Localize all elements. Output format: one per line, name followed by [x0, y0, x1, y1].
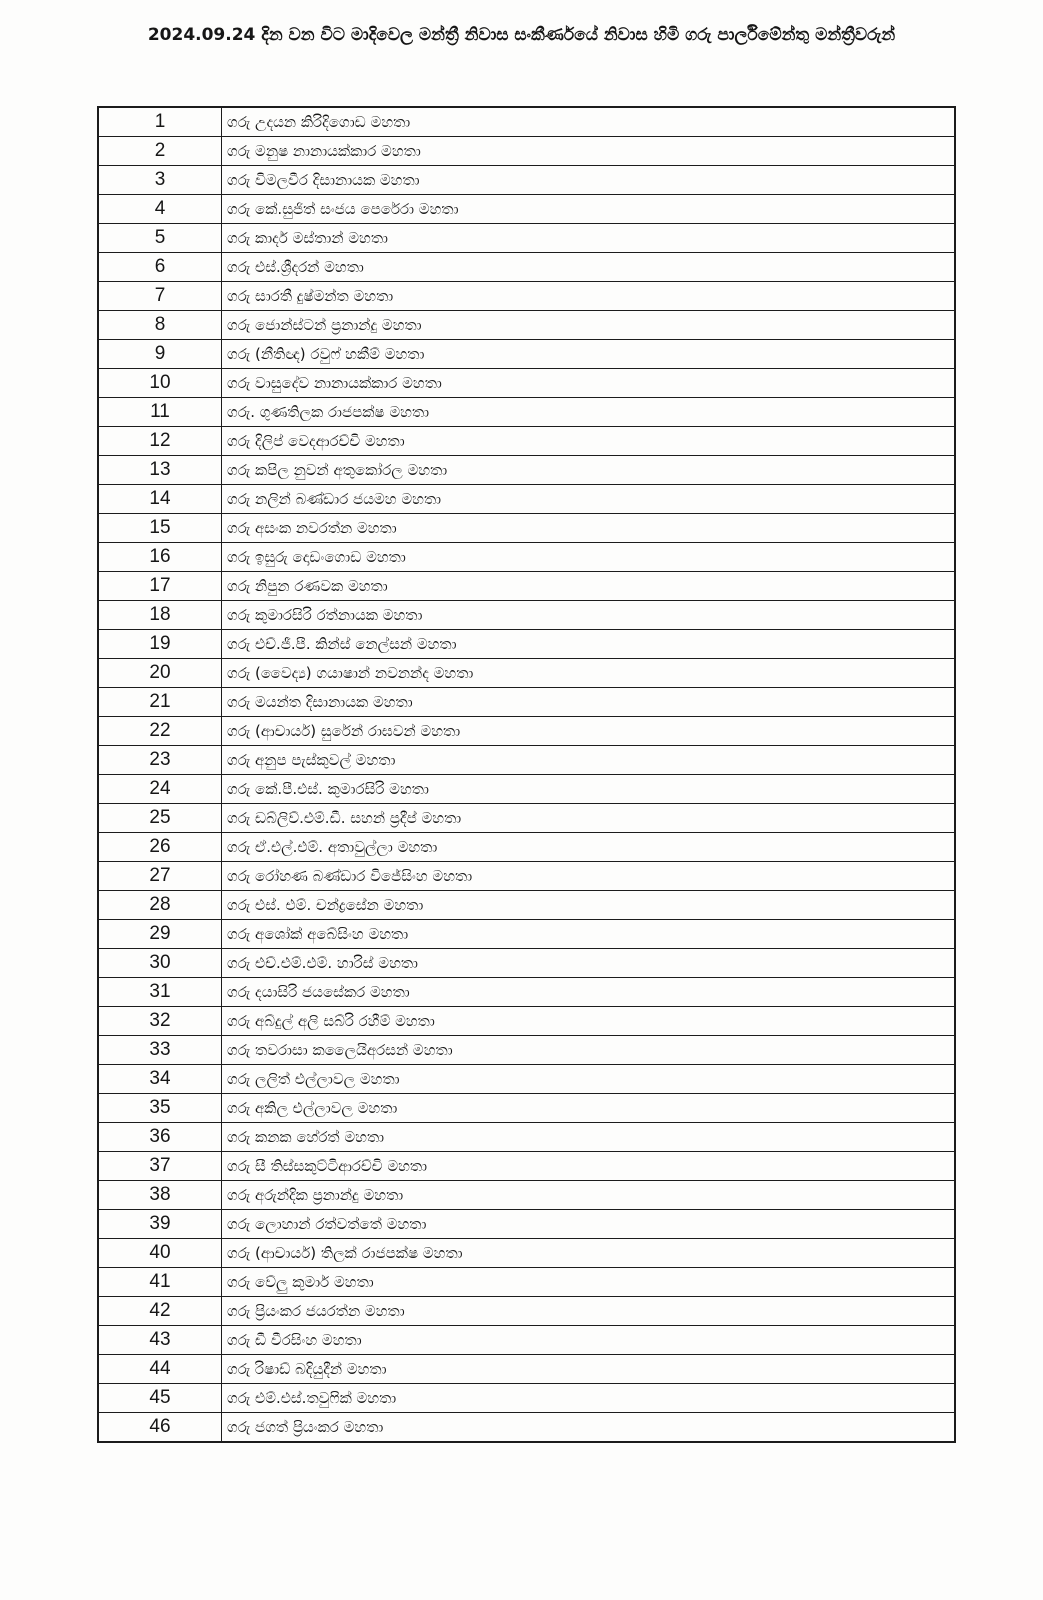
table-row	[98, 398, 955, 427]
table-row	[98, 978, 955, 1007]
table-row	[98, 920, 955, 949]
member-name: ගරු දයාසිරි ජයසේකර මහතා	[222, 978, 956, 1007]
table-row	[98, 543, 955, 572]
table-row	[98, 224, 955, 253]
member-name: ගරු අසංක නවරත්න මහතා	[222, 514, 956, 543]
row-number: 5	[98, 224, 222, 253]
row-number: 3	[98, 166, 222, 195]
member-name: ගරු අකිල එල්ලාවල මහතා	[222, 1094, 956, 1123]
row-number: 21	[98, 688, 222, 717]
member-name: ගරු රෝහණ බණ්ඩාර විජේසිංහ මහතා	[222, 862, 956, 891]
row-number: 17	[98, 572, 222, 601]
member-name: ගරු එච්.ජී.පී. කින්ස් නෙල්සන් මහතා	[222, 630, 956, 659]
table-row	[98, 572, 955, 601]
table-row	[98, 340, 955, 369]
table-row	[98, 862, 955, 891]
member-name: ගරු මනුෂ නානායක්කාර මහතා	[222, 137, 956, 166]
table-row	[98, 833, 955, 862]
table-row	[98, 485, 955, 514]
row-number: 18	[98, 601, 222, 630]
row-number: 44	[98, 1355, 222, 1384]
member-name: ගරු අශෝක් අබේසිංහ මහතා	[222, 920, 956, 949]
row-number: 27	[98, 862, 222, 891]
row-number: 45	[98, 1384, 222, 1413]
page-title: 2024.09.24 දින වන විට මාදිවෙල මන්ත්‍රී නිවාස සංකීර්ණයේ නිවාස හිමි ගරු පාර්ලිමේන්තු මන්ත්‍රීවරුන්	[147, 25, 896, 45]
row-number: 38	[98, 1181, 222, 1210]
member-name: ගරු ඩී වීරසිංහ මහතා	[222, 1326, 956, 1355]
row-number: 1	[98, 107, 222, 137]
table-row	[98, 949, 955, 978]
row-number: 31	[98, 978, 222, 1007]
table-row	[98, 891, 955, 920]
member-name: ගරු උදයන කිරිදිගොඩ මහතා	[222, 107, 956, 137]
table-row	[98, 1007, 955, 1036]
table-row	[98, 1268, 955, 1297]
member-name: ගරු (නීතිඥ) රවුෆ් හකීම් මහතා	[222, 340, 956, 369]
table-row	[98, 282, 955, 311]
table-row	[98, 746, 955, 775]
row-number: 46	[98, 1413, 222, 1443]
row-number: 32	[98, 1007, 222, 1036]
member-name: ගරු ලලිත් එල්ලාවල මහතා	[222, 1065, 956, 1094]
row-number: 35	[98, 1094, 222, 1123]
table-row	[98, 1239, 955, 1268]
row-number: 9	[98, 340, 222, 369]
member-name: ගරු කාදර් මස්තාන් මහතා	[222, 224, 956, 253]
table-row	[98, 1152, 955, 1181]
row-number: 7	[98, 282, 222, 311]
member-name: ගරු කුමාරසිරි රත්නායක මහතා	[222, 601, 956, 630]
member-name: ගරු සාරතී දුෂ්මන්ත මහතා	[222, 282, 956, 311]
row-number: 39	[98, 1210, 222, 1239]
row-number: 13	[98, 456, 222, 485]
row-number: 2	[98, 137, 222, 166]
member-name: ගරු කේ.සුජිත් සංජය පෙරේරා මහතා	[222, 195, 956, 224]
member-name: ගරු ලොහාන් රත්වත්තේ මහතා	[222, 1210, 956, 1239]
member-name: ගරු (ආචාර්ය) තිලක් රාජපක්ෂ මහතා	[222, 1239, 956, 1268]
row-number: 14	[98, 485, 222, 514]
table-row	[98, 311, 955, 340]
member-name: ගරු මයන්ත දිසානායක මහතා	[222, 688, 956, 717]
row-number: 15	[98, 514, 222, 543]
row-number: 6	[98, 253, 222, 282]
table-row	[98, 775, 955, 804]
table-row	[98, 601, 955, 630]
table-row	[98, 107, 955, 137]
table-row	[98, 1210, 955, 1239]
row-number: 8	[98, 311, 222, 340]
table-row	[98, 659, 955, 688]
row-number: 36	[98, 1123, 222, 1152]
table-row	[98, 804, 955, 833]
row-number: 25	[98, 804, 222, 833]
row-number: 40	[98, 1239, 222, 1268]
table-row	[98, 137, 955, 166]
row-number: 29	[98, 920, 222, 949]
member-name: ගරු ප්‍රියංකර ජයරත්න මහතා	[222, 1297, 956, 1326]
row-number: 33	[98, 1036, 222, 1065]
table-row	[98, 1123, 955, 1152]
member-name: ගරු කපිල නුවන් අතුකෝරල මහතා	[222, 456, 956, 485]
table-row	[98, 166, 955, 195]
member-name: ගරු නලින් බණ්ඩාර ජයමහ මහතා	[222, 485, 956, 514]
table-row	[98, 253, 955, 282]
member-name: ගරු දිලිප් වෙදආරච්චි මහතා	[222, 427, 956, 456]
table-row	[98, 1181, 955, 1210]
member-name: ගරු එස්. එම්. චන්ද්‍රසේන මහතා	[222, 891, 956, 920]
row-number: 22	[98, 717, 222, 746]
row-number: 37	[98, 1152, 222, 1181]
table-row	[98, 369, 955, 398]
row-number: 43	[98, 1326, 222, 1355]
table-row	[98, 1384, 955, 1413]
member-name: ගරු ඉසුරු දොඩංගොඩ මහතා	[222, 543, 956, 572]
member-name: ගරු කේ.පී.එස්. කුමාරසිරි මහතා	[222, 775, 956, 804]
member-name: ගරු සී තිස්සකුට්ටිආරච්චි මහතා	[222, 1152, 956, 1181]
table-row	[98, 688, 955, 717]
member-name: ගරු අරුන්දික ප්‍රනාන්දු මහතා	[222, 1181, 956, 1210]
row-number: 30	[98, 949, 222, 978]
table-row	[98, 1065, 955, 1094]
member-name: ගරු එම්.එස්.තවුෆික් මහතා	[222, 1384, 956, 1413]
row-number: 16	[98, 543, 222, 572]
member-name: ගරු එච්.එම්.එම්. හාරිස් මහතා	[222, 949, 956, 978]
table-row	[98, 717, 955, 746]
row-number: 19	[98, 630, 222, 659]
member-name: ගරු නිපුන රණවක මහතා	[222, 572, 956, 601]
row-number: 11	[98, 398, 222, 427]
row-number: 24	[98, 775, 222, 804]
row-number: 34	[98, 1065, 222, 1094]
table-row	[98, 1036, 955, 1065]
member-name: ගරු ජොන්ස්ටන් ප්‍රනාන්දු මහතා	[222, 311, 956, 340]
member-name: ගරු කනක හේරත් මහතා	[222, 1123, 956, 1152]
member-name: ගරු විමලවීර දිසානායක මහතා	[222, 166, 956, 195]
table-row	[98, 1297, 955, 1326]
row-number: 23	[98, 746, 222, 775]
table-row	[98, 456, 955, 485]
member-name: ගරු අබ්දුල් අලි සබ්රි රහීම් මහතා	[222, 1007, 956, 1036]
members-table-body	[98, 107, 955, 1442]
row-number: 12	[98, 427, 222, 456]
member-name: ගරු ජගත් ප්‍රියංකර මහතා	[222, 1413, 956, 1443]
table-row	[98, 514, 955, 543]
member-name: ගරු රිෂාඩ් බදියුදීන් මහතා	[222, 1355, 956, 1384]
member-name: ගරු (ආචාර්ය) සුරේන් රාඝවන් මහතා	[222, 717, 956, 746]
row-number: 28	[98, 891, 222, 920]
member-name: ගරු ඒ.එල්.එම්. අතාවුල්ලා මහතා	[222, 833, 956, 862]
member-name: ගරු වාසුදේව නානායක්කාර මහතා	[222, 369, 956, 398]
member-name: ගරු වේලු කුමාර් මහතා	[222, 1268, 956, 1297]
table-row	[98, 630, 955, 659]
table-row	[98, 1094, 955, 1123]
members-table	[97, 106, 956, 1443]
member-name: ගරු තවරාසා කලෛයිඅරසන් මහතා	[222, 1036, 956, 1065]
row-number: 42	[98, 1297, 222, 1326]
row-number: 26	[98, 833, 222, 862]
member-name: ගරු අනුප පැස්කුවල් මහතා	[222, 746, 956, 775]
row-number: 4	[98, 195, 222, 224]
table-row	[98, 1355, 955, 1384]
row-number: 41	[98, 1268, 222, 1297]
row-number: 20	[98, 659, 222, 688]
table-row	[98, 1326, 955, 1355]
table-row	[98, 195, 955, 224]
member-name: ගරු එස්.ශ්‍රීදරන් මහතා	[222, 253, 956, 282]
table-row	[98, 427, 955, 456]
member-name: ගරු ඩබ්ලිව්.එම්.ඩී. සහන් ප්‍රදීප් මහතා	[222, 804, 956, 833]
member-name: ගරු (වෛද්‍ය) ගයාෂාන් නවනන්ද මහතා	[222, 659, 956, 688]
row-number: 10	[98, 369, 222, 398]
table-row	[98, 1413, 955, 1443]
member-name: ගරු. ගුණතිලක රාජපක්ෂ මහතා	[222, 398, 956, 427]
